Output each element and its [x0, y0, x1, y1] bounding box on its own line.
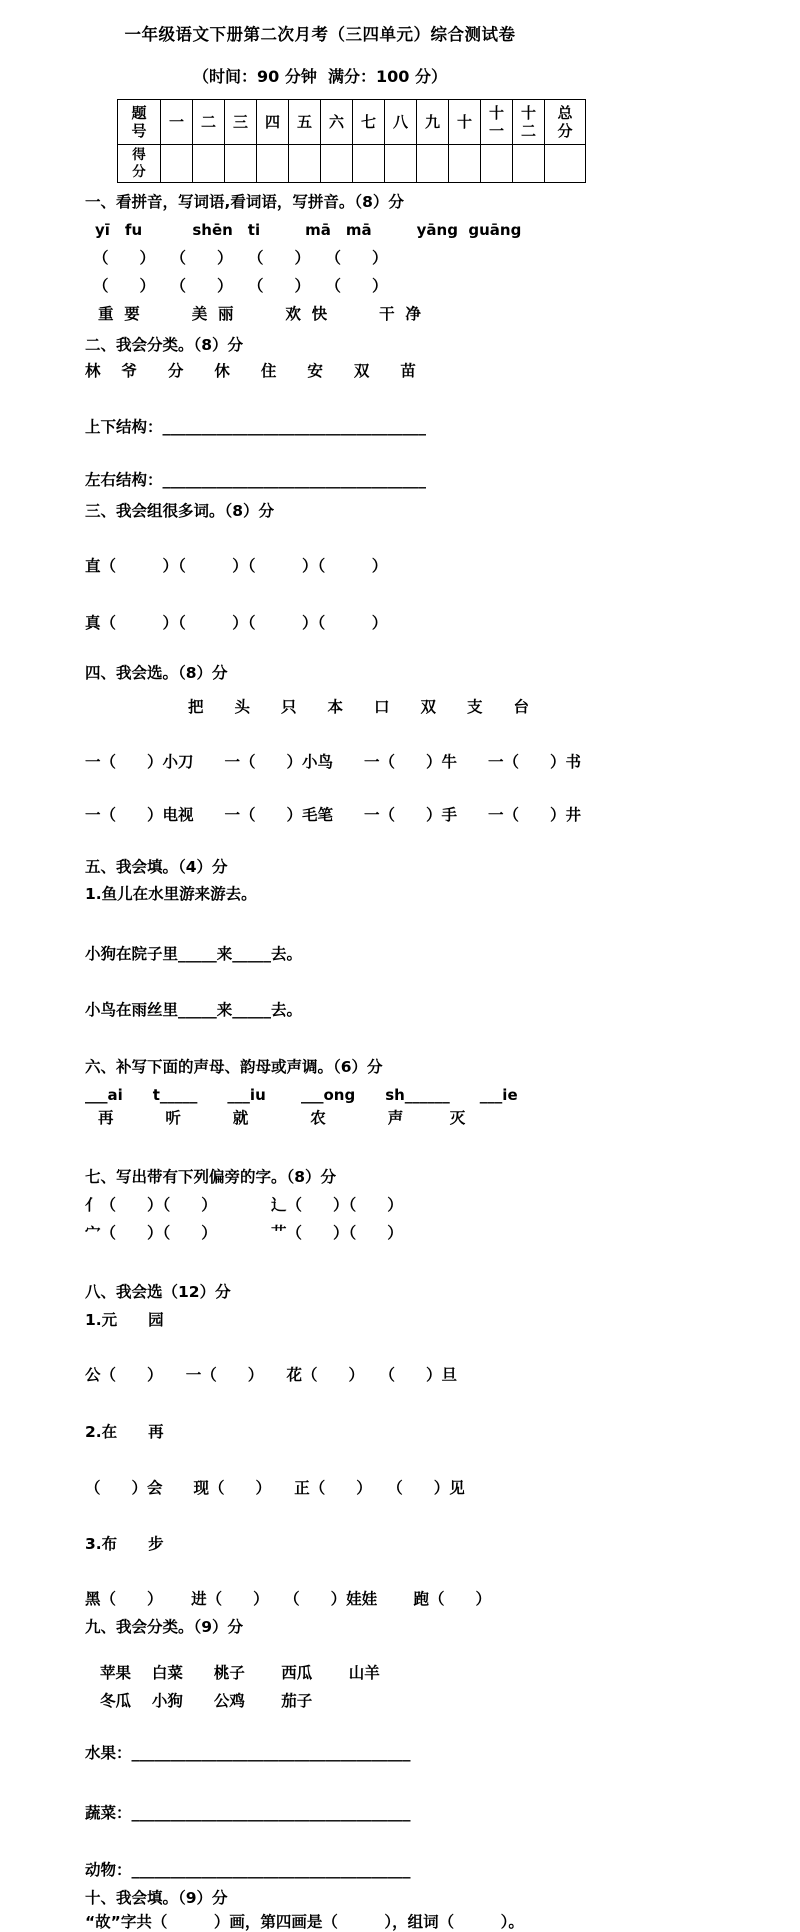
score-cell [321, 145, 353, 183]
section-8-fill-row-2: （ ）会 现（ ） 正（ ） （ ）见 [85, 1479, 465, 1497]
section-4-options-row: 把 头 只 本 口 双 支 台 [188, 698, 530, 716]
score-cell [353, 145, 385, 183]
section-9-heading: 九、我会分类。（9）分 [85, 1618, 244, 1636]
section-3-word-row-1: 直（ ）（ ）（ ）（ ） [85, 557, 388, 575]
score-col-label: 四 [264, 113, 280, 131]
score-col-label: 五 [296, 113, 312, 131]
section-1-answer-parens-row-2: （ ） （ ） （ ） （ ） [93, 277, 388, 295]
section-1-heading: 一、看拼音，写词语,看词语，写拼音。（8）分 [85, 193, 404, 211]
section-1-words-row: 重 要 美 丽 欢 快 干 净 [98, 305, 421, 323]
section-10-fill-line: “故”字共（ ）画，第四画是（ ），组词（ ）。 [85, 1913, 524, 1931]
section-4-fill-row-2: 一（ ）电视 一（ ）毛笔 一（ ）手 一（ ）井 [85, 806, 582, 824]
score-col-label: 十一 [488, 104, 504, 140]
section-9-words-row-2: 冬瓜 小狗 公鸡 茄子 [100, 1692, 313, 1710]
score-col-label: 六 [328, 113, 344, 131]
score-table [117, 99, 586, 183]
score-cell-total [545, 145, 586, 183]
score-cell [449, 145, 481, 183]
section-6-pinyin-blanks-row: ___ai t_____ ___iu ___ong sh______ ___ie [85, 1086, 518, 1104]
score-col-label: 八 [392, 113, 408, 131]
score-cell [513, 145, 545, 183]
section-1-answer-parens-row-1: （ ） （ ） （ ） （ ） [93, 249, 388, 267]
score-col-label: 九 [424, 113, 440, 131]
section-7-radical-row-2: 宀（ ）（ ） 艹（ ）（ ） [85, 1224, 403, 1242]
score-col-label: 三 [232, 113, 248, 131]
section-9-category-animal-blank: 动物：____________________________________ [85, 1861, 411, 1879]
section-5-fill-sentence-1: 小狗在院子里_____来_____去。 [85, 945, 303, 963]
section-8-choice-pair-1: 1.元 园 [85, 1311, 164, 1329]
section-5-heading: 五、我会填。（4）分 [85, 858, 228, 876]
section-8-fill-row-3: 黑（ ） 进（ ） （ ）娃娃 跑（ ） [85, 1590, 492, 1608]
score-cell [225, 145, 257, 183]
section-5-example-sentence: 1.鱼儿在水里游来游去。 [85, 885, 257, 903]
section-5-fill-sentence-2: 小鸟在雨丝里_____来_____去。 [85, 1001, 303, 1019]
section-9-words-row-1: 苹果 白菜 桃子 西瓜 山羊 [100, 1664, 380, 1682]
section-6-heading: 六、补写下面的声母、韵母或声调。（6）分 [85, 1058, 383, 1076]
score-cell [385, 145, 417, 183]
page-title: 一年级语文下册第二次月考（三四单元）综合测试卷 [124, 25, 516, 44]
score-table-header-row [118, 100, 586, 145]
section-2-blank-top-bottom-structure: 上下结构：__________________________________ [85, 418, 427, 436]
score-table-score-row [118, 145, 586, 183]
page-subtitle: （时间：90 分钟 满分：100 分） [193, 67, 447, 86]
section-3-heading: 三、我会组很多词。（8）分 [85, 502, 275, 520]
section-9-category-vegetable-blank: 蔬菜：____________________________________ [85, 1804, 411, 1822]
score-col-label: 一 [168, 113, 184, 131]
score-cell [417, 145, 449, 183]
score-table-corner-label: 题号 [131, 104, 147, 140]
score-row-label: 得分 [132, 147, 146, 180]
score-cell [481, 145, 513, 183]
score-col-label: 十二 [520, 104, 536, 140]
section-4-fill-row-1: 一（ ）小刀 一（ ）小鸟 一（ ）牛 一（ ）书 [85, 753, 582, 771]
section-4-heading: 四、我会选。（8）分 [85, 664, 228, 682]
score-cell [193, 145, 225, 183]
section-2-heading: 二、我会分类。（8）分 [85, 336, 244, 354]
section-2-characters-row: 林 爷 分 休 住 安 双 苗 [85, 362, 416, 380]
section-8-fill-row-1: 公（ ） 一（ ） 花（ ） （ ）旦 [85, 1366, 458, 1384]
section-6-characters-row: 再 听 就 农 声 灭 [98, 1109, 466, 1127]
score-col-label: 二 [200, 113, 216, 131]
score-cell [161, 145, 193, 183]
score-col-label-total: 总分 [557, 104, 573, 140]
score-col-label: 十 [456, 113, 472, 131]
score-cell [257, 145, 289, 183]
section-2-blank-left-right-structure: 左右结构：__________________________________ [85, 471, 427, 489]
score-cell [289, 145, 321, 183]
section-10-heading: 十、我会填。（9）分 [85, 1889, 228, 1907]
section-7-radical-row-1: 亻（ ）（ ） 辶（ ）（ ） [85, 1196, 403, 1214]
section-8-choice-pair-3: 3.布 步 [85, 1535, 164, 1553]
section-9-category-fruit-blank: 水果：____________________________________ [85, 1744, 411, 1762]
section-7-heading: 七、写出带有下列偏旁的字。（8）分 [85, 1168, 337, 1186]
section-3-word-row-2: 真（ ）（ ）（ ）（ ） [85, 614, 388, 632]
section-8-heading: 八、我会选（12）分 [85, 1283, 231, 1301]
section-1-pinyin-row: yī fu shēn ti mā mā yāng guāng [95, 221, 522, 239]
score-col-label: 七 [360, 113, 376, 131]
section-8-choice-pair-2: 2.在 再 [85, 1423, 164, 1441]
